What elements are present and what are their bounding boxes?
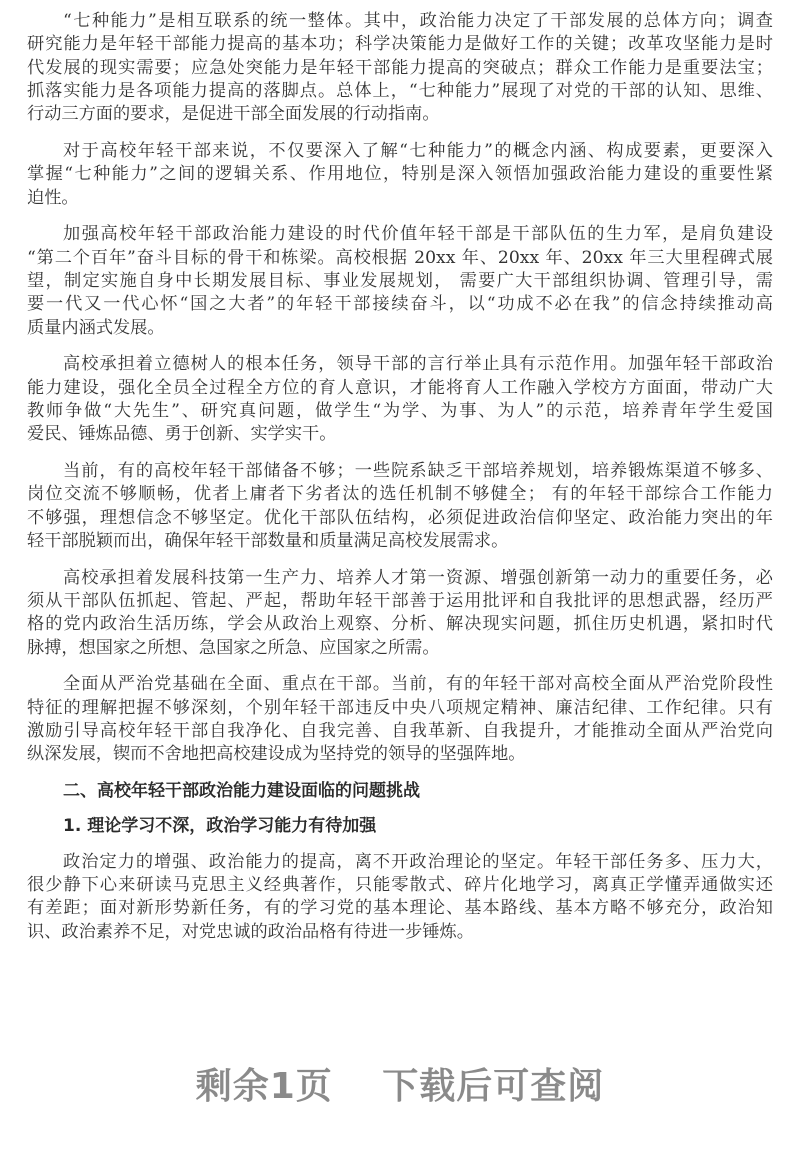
text-line: 脉搏，想国家之所想、急国家之所急、应国家之所需。: [27, 637, 440, 658]
text-line: 岗位交流不够顺畅，优者上庸者下劣者汰的选任机制不够健全； 有的年轻干部综合工作能力: [27, 484, 773, 505]
text-line: 代发展的现实需要；应急处突能力是年轻干部能力提高的突破点；群众工作能力是重要法宝；: [27, 57, 773, 78]
text-line: 特征的理解把握不够深刻，个别年轻干部违反中央八项规定精神、廉洁纪律、工作纪律。只有: [27, 697, 773, 718]
text-line: 须从干部队伍抓起、管起、严起，帮助年轻干部善于运用批评和自我批评的思想武器，经历严: [27, 591, 773, 612]
text-line: 要一代又一代心怀“国之大者”的年轻干部接续奋斗，以“功成不必在我”的信念持续推动高: [27, 294, 773, 315]
paragraph: [27, 223, 773, 339]
section-heading: [27, 815, 773, 838]
text-line: 激励引导高校年轻干部自我净化、自我完善、自我革新、自我提升，才能推动全面从严治党向: [27, 721, 773, 742]
paragraph: [27, 567, 773, 660]
text-line: 高校承担着发展科技第一生产力、培养人才第一资源、增强创新第一动力的重要任务，必: [63, 567, 773, 588]
text-line: 迫性。: [27, 187, 79, 208]
text-line: 二、高校年轻干部政治能力建设面临的问题挑战: [63, 781, 420, 802]
text-line: 行动三方面的要求，是促进干部全面发展的行动指南。: [27, 104, 440, 125]
text-line: 很少静下心来研读马克思主义经典著作，只能零散式、碎片化地学习，离真正学懂弄通做实还: [27, 875, 773, 895]
text-line: 教师争做“大先生”、研究真问题，做学生“为学、为事、为人”的示范，培养青年学生爱国: [27, 400, 773, 421]
text-line: 政治定力的增强、政治能力的提高，离不开政治理论的坚定。年轻干部任务多、压力大，: [63, 851, 773, 872]
text-line: 加强高校年轻干部政治能力建设的时代价值年轻干部是干部队伍的生力军，是肩负建设: [63, 224, 773, 245]
remaining-pages-label: 剩余1页: [195, 1066, 333, 1107]
text-line: 格的党内政治生活历练，学会从政治上观察、分析、解决现实问题，抓住历史机遇，紧扣时代: [27, 614, 773, 635]
text-line: 识、政治素养不足，对党忠诚的政治品格有待进一步锤炼。: [27, 921, 474, 942]
paragraph: [27, 353, 773, 446]
paragraph: [27, 140, 773, 210]
text-line: 质量内涵式发展。: [27, 317, 165, 338]
text-line: 望，制定实施自身中长期发展目标、事业发展规划， 需要广大干部组织协调、管理引导，需: [27, 270, 773, 291]
section-heading: [27, 780, 773, 803]
text-line: 不够强，理想信念不够坚定。优化干部队伍结构，必须促进政治信仰坚定、政治能力突出的年: [27, 507, 773, 528]
text-line: 全面从严治党基础在全面、重点在干部。当前，有的年轻干部对高校全面从严治党阶段性: [63, 674, 773, 695]
paragraph: [27, 10, 773, 126]
document-body: [27, 10, 773, 957]
text-line: “第二个百年”奋斗目标的骨干和栋梁。高校根据 20xx 年、20xx 年、20xx 年三大里程碑式展: [27, 247, 773, 268]
text-line: 掌握“七种能力”之间的逻辑关系、作用地位，特别是深入领悟加强政治能力建设的重要性紧: [27, 164, 773, 185]
text-line: 有差距；面对新形势新任务，有的学习党的基本理论、基本路线、基本方略不够充分，政治知: [27, 898, 773, 919]
paragraph: [27, 460, 773, 553]
text-line: “七种能力”是相互联系的统一整体。其中，政治能力决定了干部发展的总体方向；调查: [63, 11, 773, 31]
text-line: 研究能力是年轻干部能力提高的基本功；科学决策能力是做好工作的关键；改革攻坚能力是时: [27, 34, 773, 55]
text-line: 对于高校年轻干部来说，不仅要深入了解“七种能力”的概念内涵、构成要素，更要深入: [63, 140, 773, 161]
text-line: 当前，有的高校年轻干部储备不够；一些院系缺乏干部培养规划，培养锻炼渠道不够多、: [63, 461, 773, 482]
text-line: 高校承担着立德树人的根本任务，领导干部的言行举止具有示范作用。加强年轻干部政治: [63, 354, 773, 375]
text-line: 1. 理论学习不深，政治学习能力有待加强: [63, 816, 377, 837]
paragraph: [27, 673, 773, 766]
download-prompt-label[interactable]: 下载后可查阅: [382, 1066, 605, 1107]
paragraph: [27, 851, 773, 944]
text-line: 爱民、锤炼品德、勇于创新、实学实干。: [27, 424, 337, 445]
text-line: 抓落实能力是各项能力提高的落脚点。总体上，“七种能力”展现了对党的干部的认知、思维、: [27, 80, 773, 101]
text-line: 能力建设，强化全员全过程全方位的育人意识，才能将育人工作融入学校方方面面，带动广大: [27, 377, 773, 398]
preview-limit-banner[interactable]: [0, 1058, 800, 1109]
text-line: 轻干部脱颖而出，确保年轻干部数量和质量满足高校发展需求。: [27, 530, 509, 551]
text-line: 纵深发展，锲而不舍地把高校建设成为坚持党的领导的坚强阵地。: [27, 744, 526, 765]
